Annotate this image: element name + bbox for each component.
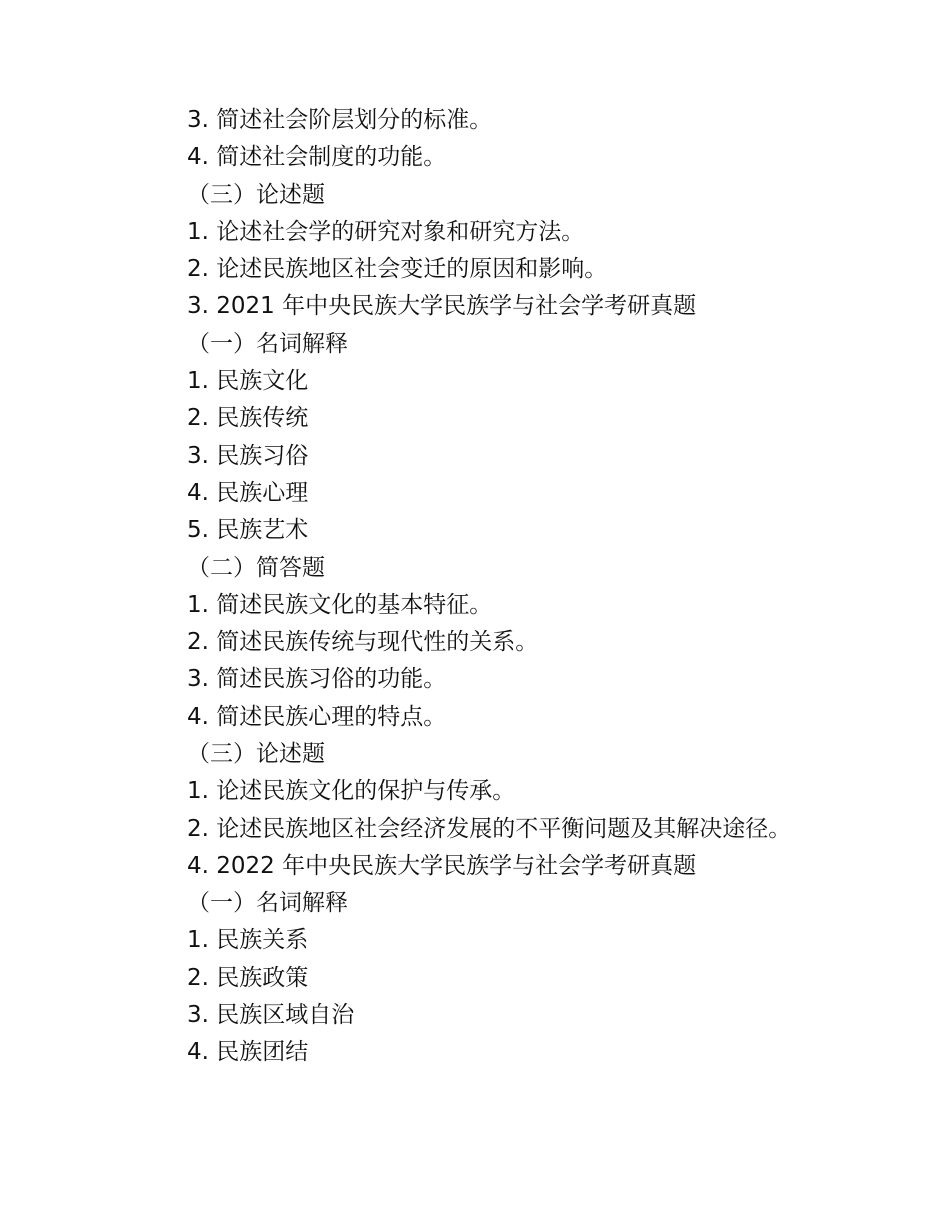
- term-item: 4. 民族心理: [187, 479, 309, 506]
- exam-year-heading: 3. 2021 年中央民族大学民族学与社会学考研真题: [187, 293, 697, 320]
- document-body: [140, 102, 800, 1071]
- question-line: 1. 论述民族文化的保护与传承。: [187, 778, 516, 805]
- term-item: 3. 民族习俗: [187, 442, 309, 469]
- section-heading: （三）论述题: [187, 741, 325, 768]
- question-line: 3. 简述社会阶层划分的标准。: [187, 107, 493, 133]
- exam-year-heading: 4. 2022 年中央民族大学民族学与社会学考研真题: [187, 852, 697, 879]
- term-item: 4. 民族团结: [187, 1039, 309, 1066]
- term-item: 3. 民族区域自治: [187, 1001, 355, 1028]
- question-line: 2. 简述民族传统与现代性的关系。: [187, 629, 539, 656]
- section-heading: （一）名词解释: [187, 330, 348, 357]
- section-heading: （三）论述题: [187, 181, 325, 208]
- question-line: 2. 论述民族地区社会变迁的原因和影响。: [187, 256, 608, 283]
- term-item: 5. 民族艺术: [187, 517, 309, 544]
- term-item: 2. 民族传统: [187, 405, 309, 432]
- question-line: 4. 简述社会制度的功能。: [187, 144, 447, 171]
- section-heading: （二）简答题: [187, 554, 325, 581]
- question-paragraph: 2. 论述民族地区社会经济发展的不平衡问题及其解决途径。: [187, 815, 792, 842]
- question-line: 1. 简述民族文化的基本特征。: [187, 591, 493, 618]
- section-heading: （一）名词解释: [187, 889, 348, 916]
- question-line: 4. 简述民族心理的特点。: [187, 703, 447, 730]
- term-item: 1. 民族关系: [187, 927, 309, 954]
- question-line: 3. 简述民族习俗的功能。: [187, 666, 447, 693]
- term-item: 2. 民族政策: [187, 964, 309, 991]
- term-item: 1. 民族文化: [187, 368, 309, 395]
- question-line: 1. 论述社会学的研究对象和研究方法。: [187, 218, 585, 245]
